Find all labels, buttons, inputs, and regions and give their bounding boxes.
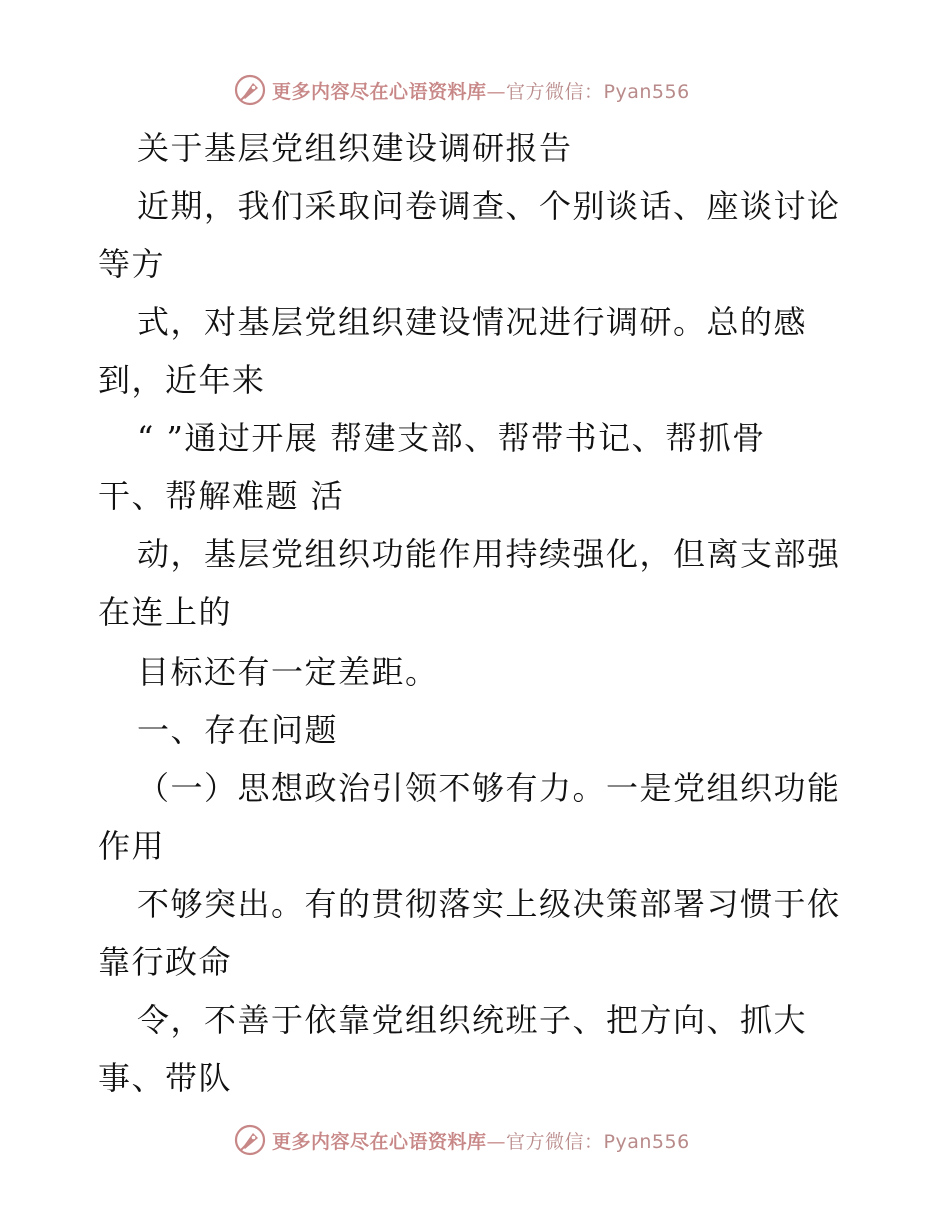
- body-line: 令，不善于依靠党组织统班子、把方向、抓大: [137, 1001, 808, 1039]
- body-line: 不够突出。有的贯彻落实上级决策部署习惯于依: [137, 885, 841, 923]
- document-title: 关于基层党组织建设调研报告: [137, 129, 573, 167]
- banner-wechat-label: 官方微信：: [506, 80, 604, 103]
- body-line: 目标还有一定差距。: [137, 653, 439, 691]
- banner-main-text: 更多内容尽在心语资料库: [272, 1130, 487, 1153]
- banner-wechat-label: 官方微信：: [506, 1130, 604, 1153]
- pen-nib-icon: [234, 74, 266, 106]
- body-line: “ ”通过开展 帮建支部、帮带书记、帮抓骨: [137, 419, 766, 457]
- body-line: 靠行政命: [98, 943, 233, 981]
- body-line: 动，基层党组织功能作用持续强化，但离支部强: [137, 535, 841, 573]
- body-line: 等方: [98, 245, 166, 283]
- body-line: 在连上的: [98, 593, 233, 631]
- banner-wechat-id: Pyan556: [603, 80, 690, 103]
- footer-watermark-banner: [234, 1123, 714, 1157]
- banner-dash: —: [486, 80, 507, 103]
- banner-main-text: 更多内容尽在心语资料库: [272, 80, 487, 103]
- body-line: 作用: [98, 827, 166, 865]
- banner-wechat-id: Pyan556: [603, 1130, 690, 1153]
- body-line: 式，对基层党组织建设情况进行调研。总的感: [137, 303, 808, 341]
- body-line: 近期，我们采取问卷调查、个别谈话、座谈讨论: [137, 187, 841, 225]
- pen-nib-icon: [234, 1124, 266, 1156]
- body-line: 干、帮解难题 活: [98, 477, 345, 515]
- body-line: （一）思想政治引领不够有力。一是党组织功能: [137, 769, 841, 807]
- header-watermark-banner: [234, 73, 714, 107]
- body-line: 到，近年来: [98, 361, 266, 399]
- section-heading: 一、存在问题: [137, 711, 339, 749]
- body-line: 事、带队: [98, 1059, 233, 1097]
- banner-text: [272, 1127, 690, 1154]
- banner-dash: —: [486, 1130, 507, 1153]
- banner-text: [272, 77, 690, 104]
